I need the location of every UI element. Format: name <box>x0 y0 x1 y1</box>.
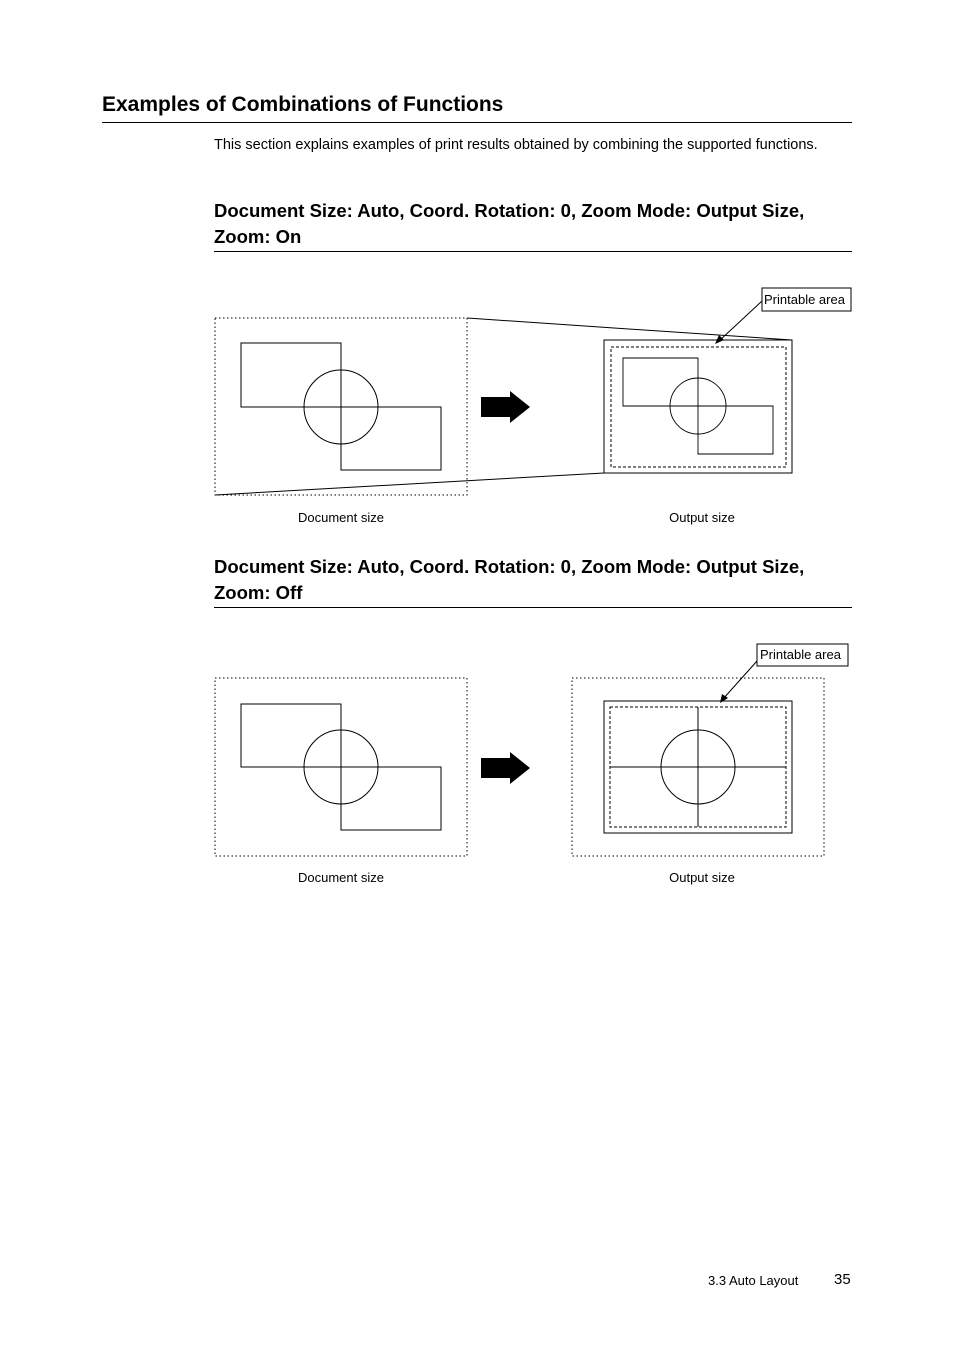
projection-line-bottom <box>215 473 604 495</box>
printable-area-label: Printable area <box>764 292 845 307</box>
right-arrow-icon <box>481 391 530 423</box>
document-size-label: Document size <box>298 870 384 885</box>
diagram-zoom-off-svg <box>200 640 860 890</box>
printable-area-label: Printable area <box>760 647 841 662</box>
right-arrow-icon <box>481 752 530 784</box>
output-size-label: Output size <box>669 510 735 525</box>
diagram-zoom-on-svg <box>200 280 860 530</box>
output-size-label: Output size <box>669 870 735 885</box>
intro-paragraph: This section explains examples of print results obtained by combining the supported functions. <box>214 137 818 153</box>
footer-section-name: 3.3 Auto Layout <box>708 1273 799 1288</box>
section-rule-zoom-off <box>214 607 852 608</box>
document-graphic <box>241 343 441 470</box>
projection-line-top <box>467 318 792 340</box>
document-graphic <box>241 704 441 830</box>
document-size-label: Document size <box>298 510 384 525</box>
diagram-zoom-off <box>200 640 860 890</box>
title-rule <box>102 122 852 123</box>
callout-pointer-line <box>723 661 757 699</box>
page-title: Examples of Combinations of Functions <box>102 93 504 116</box>
section-rule-zoom-on <box>214 251 852 252</box>
callout-pointer-line <box>719 301 762 341</box>
section-heading-zoom-on: Document Size: Auto, Coord. Rotation: 0, Zoom Mode: Output Size, Zoom: On <box>214 200 805 247</box>
section-heading-zoom-off: Document Size: Auto, Coord. Rotation: 0, Zoom Mode: Output Size, Zoom: Off <box>214 556 805 603</box>
diagram-zoom-on <box>200 280 860 530</box>
footer-page-number: 35 <box>834 1271 851 1288</box>
